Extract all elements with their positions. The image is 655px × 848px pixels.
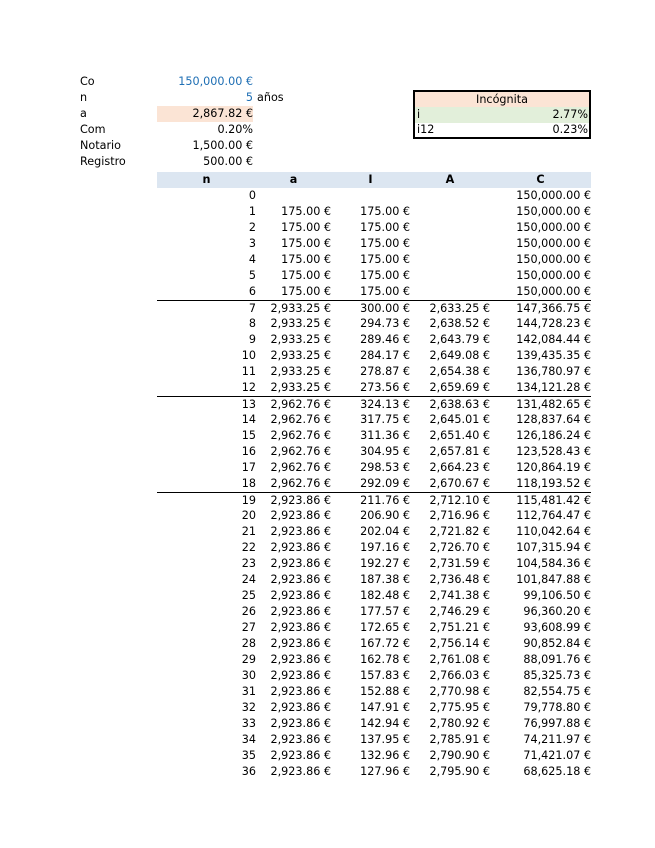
table-row xyxy=(157,716,591,732)
cell-a[interactable]: 2,923.86 € xyxy=(270,541,331,554)
header-i: I xyxy=(368,173,373,186)
cell-A[interactable] xyxy=(410,284,490,300)
cell-n[interactable]: 7 xyxy=(248,302,256,315)
cell-a[interactable]: 2,962.76 € xyxy=(270,477,331,490)
cell-n[interactable]: 26 xyxy=(241,605,256,618)
cell-a[interactable]: 2,923.86 € xyxy=(270,494,331,507)
cell-A[interactable]: 2,657.81 € xyxy=(429,445,490,458)
cell-n[interactable]: 12 xyxy=(241,381,256,394)
cell-C[interactable]: 110,042.64 € xyxy=(516,525,591,538)
cell-a[interactable]: 2,933.25 € xyxy=(270,317,331,330)
cell-A[interactable]: 2,649.08 € xyxy=(429,349,490,362)
i-value[interactable]: 2.77% xyxy=(552,108,588,121)
table-row xyxy=(157,668,591,684)
table-row xyxy=(157,732,591,748)
cell-a[interactable]: 2,923.86 € xyxy=(270,717,331,730)
cell-i[interactable]: 175.00 € xyxy=(360,269,410,282)
cell-a[interactable]: 2,923.86 € xyxy=(270,509,331,522)
co-label: Co xyxy=(80,75,95,88)
registro-value[interactable]: 500.00 € xyxy=(203,155,253,168)
cell-C[interactable]: 96,360.20 € xyxy=(523,605,591,618)
table-row xyxy=(157,236,591,252)
table-row xyxy=(157,220,591,236)
cell-a[interactable]: 2,923.86 € xyxy=(270,637,331,650)
cell-A[interactable]: 2,746.29 € xyxy=(429,605,490,618)
cell-A[interactable]: 2,761.08 € xyxy=(429,653,490,666)
cell-n[interactable]: 36 xyxy=(241,765,256,778)
cell-i[interactable]: 206.90 € xyxy=(360,509,410,522)
cell-n[interactable]: 16 xyxy=(241,445,256,458)
cell-A[interactable]: 2,736.48 € xyxy=(429,573,490,586)
com-value[interactable]: 0.20% xyxy=(217,123,253,136)
cell-C[interactable]: 79,778.80 € xyxy=(523,701,591,714)
notario-value[interactable]: 1,500.00 € xyxy=(192,139,253,152)
cell-a[interactable]: 2,933.25 € xyxy=(270,302,331,315)
cell-i[interactable]: 172.65 € xyxy=(360,621,410,634)
cell-i[interactable]: 197.16 € xyxy=(360,541,410,554)
cell-i[interactable]: 300.00 € xyxy=(360,302,410,315)
cell-A[interactable]: 2,645.01 € xyxy=(429,413,490,426)
header-C: C xyxy=(536,173,545,186)
cell-C[interactable]: 134,121.28 € xyxy=(516,381,591,394)
cell-A[interactable]: 2,726.70 € xyxy=(429,541,490,554)
cell-i[interactable]: 294.73 € xyxy=(360,317,410,330)
cell-a[interactable]: 2,933.25 € xyxy=(270,333,331,346)
table-row xyxy=(157,316,591,332)
cell-i[interactable]: 284.17 € xyxy=(360,349,410,362)
cell-n[interactable]: 3 xyxy=(248,237,256,250)
cell-a[interactable]: 2,923.86 € xyxy=(270,685,331,698)
cell-a[interactable]: 2,923.86 € xyxy=(270,669,331,682)
cell-A[interactable]: 2,638.52 € xyxy=(429,317,490,330)
cell-A[interactable]: 2,741.38 € xyxy=(429,589,490,602)
cell-n[interactable]: 2 xyxy=(248,221,256,234)
cell-i[interactable]: 324.13 € xyxy=(360,398,410,411)
cell-C[interactable]: 85,325.73 € xyxy=(523,669,591,682)
table-row xyxy=(157,748,591,764)
cell-A[interactable]: 2,659.69 € xyxy=(429,381,490,394)
cell-A[interactable]: 2,751.21 € xyxy=(429,621,490,634)
cell-C[interactable]: 144,728.23 € xyxy=(516,317,591,330)
table-row xyxy=(157,476,591,492)
cell-n[interactable]: 5 xyxy=(248,269,256,282)
unknown-box xyxy=(413,90,591,139)
cell-a[interactable]: 2,923.86 € xyxy=(270,733,331,746)
table-row xyxy=(157,428,591,444)
cell-A[interactable]: 2,780.92 € xyxy=(429,717,490,730)
table-row xyxy=(157,588,591,604)
table-row xyxy=(157,332,591,348)
table-row xyxy=(157,524,591,540)
cell-n[interactable]: 13 xyxy=(241,398,256,411)
table-row xyxy=(157,620,591,636)
table-body xyxy=(157,188,591,780)
cell-i[interactable]: 202.04 € xyxy=(360,525,410,538)
table-row xyxy=(157,300,591,316)
cell-n[interactable]: 1 xyxy=(248,205,256,218)
cell-a[interactable]: 2,962.76 € xyxy=(270,398,331,411)
cell-A[interactable]: 2,670.67 € xyxy=(429,477,490,490)
cell-C[interactable]: 112,764.47 € xyxy=(516,509,591,522)
cell-A[interactable] xyxy=(410,188,490,204)
cell-C[interactable]: 126,186.24 € xyxy=(516,429,591,442)
cell-a[interactable]: 2,933.25 € xyxy=(270,381,331,394)
cell-n[interactable]: 9 xyxy=(248,333,256,346)
table-row xyxy=(157,684,591,700)
n-unit: años xyxy=(257,91,284,104)
cell-C[interactable]: 150,000.00 € xyxy=(516,189,591,202)
cell-C[interactable]: 139,435.35 € xyxy=(516,349,591,362)
cell-A[interactable]: 2,731.59 € xyxy=(429,557,490,570)
cell-a[interactable]: 2,923.86 € xyxy=(270,701,331,714)
i-label: i xyxy=(417,108,421,121)
cell-i[interactable]: 211.76 € xyxy=(360,494,410,507)
table-row xyxy=(157,348,591,364)
cell-i[interactable]: 132.96 € xyxy=(360,749,410,762)
cell-A[interactable]: 2,633.25 € xyxy=(429,302,490,315)
table-row xyxy=(157,604,591,620)
cell-i[interactable]: 187.38 € xyxy=(360,573,410,586)
table-row xyxy=(157,556,591,572)
cell-A[interactable]: 2,766.03 € xyxy=(429,669,490,682)
cell-n[interactable]: 10 xyxy=(241,349,256,362)
table-row xyxy=(157,652,591,668)
cell-i[interactable]: 311.36 € xyxy=(360,429,410,442)
cell-C[interactable]: 150,000.00 € xyxy=(516,285,591,298)
cell-i[interactable]: 298.53 € xyxy=(360,461,410,474)
table-row xyxy=(157,268,591,284)
cell-C[interactable]: 150,000.00 € xyxy=(516,205,591,218)
cell-n[interactable]: 0 xyxy=(248,189,256,202)
cell-i[interactable]: 147.91 € xyxy=(360,701,410,714)
cell-n[interactable]: 25 xyxy=(241,589,256,602)
cell-a[interactable]: 2,923.86 € xyxy=(270,765,331,778)
cell-i[interactable]: 162.78 € xyxy=(360,653,410,666)
cell-a[interactable]: 2,962.76 € xyxy=(270,413,331,426)
cell-a[interactable]: 2,962.76 € xyxy=(270,445,331,458)
cell-n[interactable]: 4 xyxy=(248,253,256,266)
cell-i[interactable] xyxy=(331,188,410,204)
cell-i[interactable]: 137.95 € xyxy=(360,733,410,746)
cell-a[interactable]: 175.00 € xyxy=(281,221,331,234)
cell-A[interactable]: 2,654.38 € xyxy=(429,365,490,378)
amortization-table xyxy=(157,172,591,780)
cell-n[interactable]: 35 xyxy=(241,749,256,762)
cell-i[interactable]: 152.88 € xyxy=(360,685,410,698)
cell-i[interactable]: 167.72 € xyxy=(360,637,410,650)
cell-A[interactable]: 2,712.10 € xyxy=(429,494,490,507)
table-row xyxy=(157,460,591,476)
cell-n[interactable]: 33 xyxy=(241,717,256,730)
cell-i[interactable]: 292.09 € xyxy=(360,477,410,490)
cell-a[interactable]: 175.00 € xyxy=(281,285,331,298)
table-row xyxy=(157,364,591,380)
cell-a[interactable]: 2,962.76 € xyxy=(270,429,331,442)
cell-A[interactable] xyxy=(410,268,490,284)
cell-n[interactable]: 22 xyxy=(241,541,256,554)
cell-a[interactable]: 2,923.86 € xyxy=(270,573,331,586)
cell-C[interactable]: 101,847.88 € xyxy=(516,573,591,586)
cell-a[interactable] xyxy=(256,188,331,204)
cell-C[interactable]: 147,366.75 € xyxy=(516,302,591,315)
cell-C[interactable]: 123,528.43 € xyxy=(516,445,591,458)
cell-A[interactable] xyxy=(410,236,490,252)
table-row xyxy=(157,700,591,716)
table-header xyxy=(157,172,591,188)
cell-i[interactable]: 175.00 € xyxy=(360,237,410,250)
cell-C[interactable]: 99,106.50 € xyxy=(523,589,591,602)
cell-n[interactable]: 15 xyxy=(241,429,256,442)
a-value[interactable]: 2,867.82 € xyxy=(157,106,253,122)
cell-i[interactable]: 127.96 € xyxy=(360,765,410,778)
cell-A[interactable] xyxy=(410,252,490,268)
header-A: A xyxy=(445,173,455,186)
cell-n[interactable]: 17 xyxy=(241,461,256,474)
cell-n[interactable]: 28 xyxy=(241,637,256,650)
cell-C[interactable]: 107,315.94 € xyxy=(516,541,591,554)
cell-C[interactable]: 88,091.76 € xyxy=(523,653,591,666)
cell-C[interactable]: 90,852.84 € xyxy=(523,637,591,650)
cell-n[interactable]: 30 xyxy=(241,669,256,682)
table-row xyxy=(157,636,591,652)
cell-C[interactable]: 71,421.07 € xyxy=(523,749,591,762)
table-row xyxy=(157,252,591,268)
n-value[interactable]: 5 xyxy=(245,91,253,104)
cell-i[interactable]: 192.27 € xyxy=(360,557,410,570)
cell-a[interactable]: 2,923.86 € xyxy=(270,525,331,538)
cell-A[interactable]: 2,770.98 € xyxy=(429,685,490,698)
cell-n[interactable]: 14 xyxy=(241,413,256,426)
cell-A[interactable]: 2,756.14 € xyxy=(429,637,490,650)
cell-A[interactable]: 2,643.79 € xyxy=(429,333,490,346)
cell-C[interactable]: 128,837.64 € xyxy=(516,413,591,426)
cell-A[interactable]: 2,651.40 € xyxy=(429,429,490,442)
cell-i[interactable]: 317.75 € xyxy=(360,413,410,426)
cell-i[interactable]: 157.83 € xyxy=(360,669,410,682)
cell-C[interactable]: 104,584.36 € xyxy=(516,557,591,570)
unknown-title: Incógnita xyxy=(415,92,589,107)
cell-C[interactable]: 142,084.44 € xyxy=(516,333,591,346)
cell-a[interactable]: 2,923.86 € xyxy=(270,589,331,602)
cell-C[interactable]: 74,211.97 € xyxy=(523,733,591,746)
table-row xyxy=(157,572,591,588)
cell-a[interactable]: 2,923.86 € xyxy=(270,605,331,618)
header-a: a xyxy=(289,173,298,186)
table-row xyxy=(157,284,591,300)
cell-n[interactable]: 32 xyxy=(241,701,256,714)
cell-C[interactable]: 76,997.88 € xyxy=(523,717,591,730)
cell-C[interactable]: 150,000.00 € xyxy=(516,253,591,266)
cell-C[interactable]: 150,000.00 € xyxy=(516,269,591,282)
cell-n[interactable]: 11 xyxy=(241,365,256,378)
cell-n[interactable]: 8 xyxy=(248,317,256,330)
cell-i[interactable]: 175.00 € xyxy=(360,205,410,218)
cell-C[interactable]: 150,000.00 € xyxy=(516,237,591,250)
cell-i[interactable]: 177.57 € xyxy=(360,605,410,618)
cell-C[interactable]: 93,608.99 € xyxy=(523,621,591,634)
cell-a[interactable]: 2,923.86 € xyxy=(270,621,331,634)
cell-A[interactable]: 2,790.90 € xyxy=(429,749,490,762)
cell-n[interactable]: 18 xyxy=(241,477,256,490)
cell-n[interactable]: 6 xyxy=(248,285,256,298)
table-row xyxy=(157,396,591,412)
cell-A[interactable] xyxy=(410,220,490,236)
cell-a[interactable]: 2,933.25 € xyxy=(270,349,331,362)
cell-C[interactable]: 120,864.19 € xyxy=(516,461,591,474)
cell-i[interactable]: 175.00 € xyxy=(360,285,410,298)
cell-n[interactable]: 23 xyxy=(241,557,256,570)
cell-a[interactable]: 175.00 € xyxy=(281,269,331,282)
co-value[interactable]: 150,000.00 € xyxy=(178,75,253,88)
cell-A[interactable]: 2,638.63 € xyxy=(429,398,490,411)
cell-i[interactable]: 273.56 € xyxy=(360,381,410,394)
cell-A[interactable]: 2,721.82 € xyxy=(429,525,490,538)
cell-n[interactable]: 21 xyxy=(241,525,256,538)
cell-a[interactable]: 2,923.86 € xyxy=(270,653,331,666)
cell-n[interactable]: 20 xyxy=(241,509,256,522)
cell-i[interactable]: 142.94 € xyxy=(360,717,410,730)
cell-n[interactable]: 24 xyxy=(241,573,256,586)
cell-C[interactable]: 136,780.97 € xyxy=(516,365,591,378)
a-label: a xyxy=(80,107,87,120)
cell-a[interactable]: 2,962.76 € xyxy=(270,461,331,474)
cell-a[interactable]: 175.00 € xyxy=(281,237,331,250)
cell-a[interactable]: 2,933.25 € xyxy=(270,365,331,378)
table-row xyxy=(157,492,591,508)
cell-n[interactable]: 27 xyxy=(241,621,256,634)
cell-A[interactable]: 2,716.96 € xyxy=(429,509,490,522)
cell-A[interactable]: 2,664.23 € xyxy=(429,461,490,474)
cell-C[interactable]: 150,000.00 € xyxy=(516,221,591,234)
cell-i[interactable]: 278.87 € xyxy=(360,365,410,378)
i12-value[interactable]: 0.23% xyxy=(552,123,588,136)
cell-n[interactable]: 34 xyxy=(241,733,256,746)
table-row xyxy=(157,444,591,460)
cell-n[interactable]: 29 xyxy=(241,653,256,666)
i12-row[interactable] xyxy=(415,123,589,137)
cell-C[interactable]: 118,193.52 € xyxy=(516,477,591,490)
table-row xyxy=(157,764,591,780)
i12-label: i12 xyxy=(417,123,435,136)
table-row xyxy=(157,188,591,204)
cell-a[interactable]: 2,923.86 € xyxy=(270,557,331,570)
notario-label: Notario xyxy=(80,139,122,152)
registro-label: Registro xyxy=(80,155,126,168)
cell-i[interactable]: 304.95 € xyxy=(360,445,410,458)
com-label: Com xyxy=(80,123,106,136)
cell-A[interactable]: 2,785.91 € xyxy=(429,733,490,746)
cell-n[interactable]: 19 xyxy=(241,494,256,507)
table-row xyxy=(157,204,591,220)
i-row[interactable] xyxy=(415,107,589,123)
cell-C[interactable]: 115,481.42 € xyxy=(516,494,591,507)
cell-C[interactable]: 131,482.65 € xyxy=(516,398,591,411)
n-label: n xyxy=(80,91,88,104)
cell-i[interactable]: 289.46 € xyxy=(360,333,410,346)
cell-A[interactable] xyxy=(410,204,490,220)
cell-A[interactable]: 2,775.95 € xyxy=(429,701,490,714)
table-row xyxy=(157,540,591,556)
cell-a[interactable]: 175.00 € xyxy=(281,253,331,266)
table-row xyxy=(157,412,591,428)
cell-i[interactable]: 182.48 € xyxy=(360,589,410,602)
header-n: n xyxy=(202,173,211,186)
cell-A[interactable]: 2,795.90 € xyxy=(429,765,490,778)
cell-i[interactable]: 175.00 € xyxy=(360,221,410,234)
table-row xyxy=(157,380,591,396)
cell-n[interactable]: 31 xyxy=(241,685,256,698)
cell-i[interactable]: 175.00 € xyxy=(360,253,410,266)
table-row xyxy=(157,508,591,524)
cell-C[interactable]: 68,625.18 € xyxy=(523,765,591,778)
cell-a[interactable]: 2,923.86 € xyxy=(270,749,331,762)
cell-C[interactable]: 82,554.75 € xyxy=(523,685,591,698)
cell-a[interactable]: 175.00 € xyxy=(281,205,331,218)
